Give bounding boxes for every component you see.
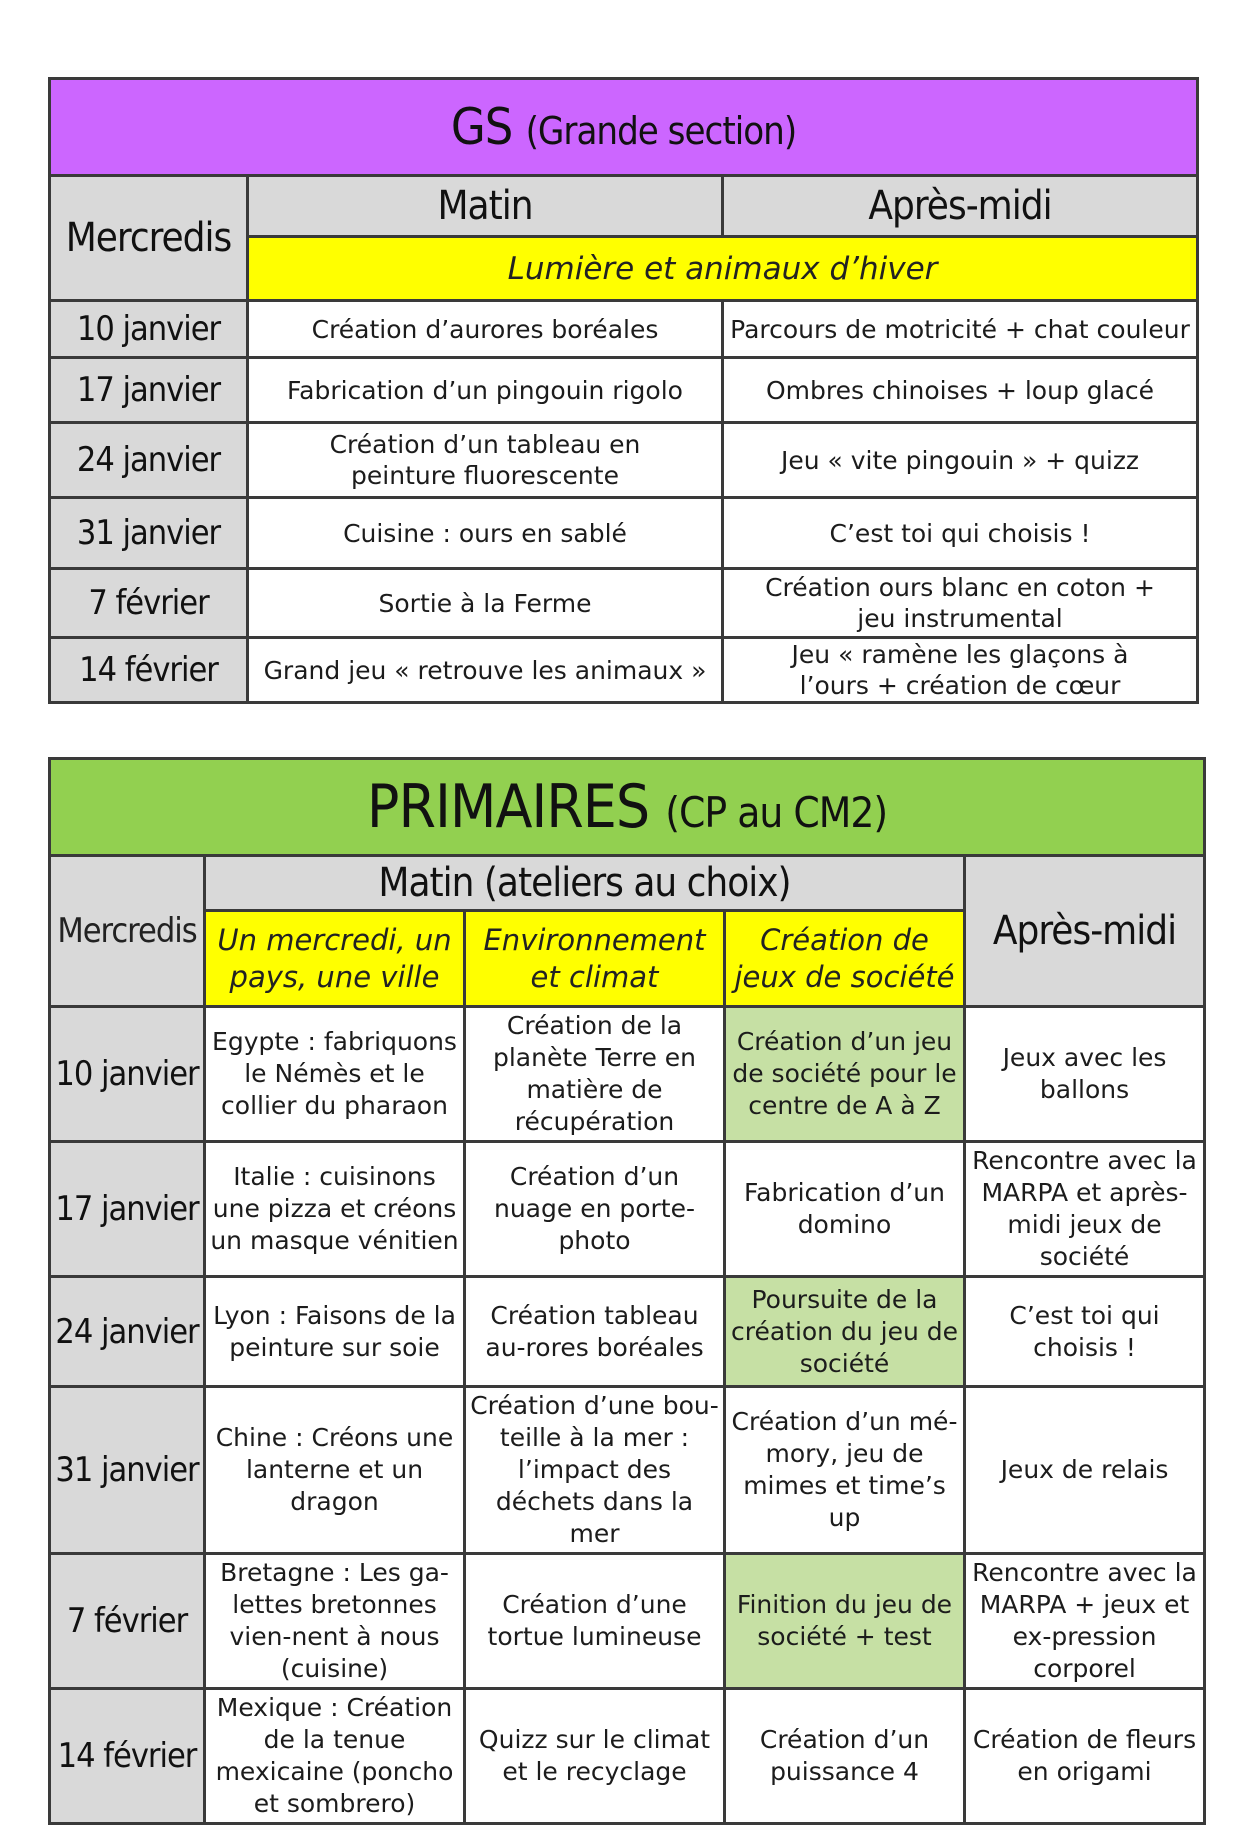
atelier-cell: Bretagne : Les ga-lettes bretonnes vien-nent à nous (cuisine) bbox=[205, 1554, 465, 1689]
gs-matin-cell: Grand jeu « retrouve les animaux » bbox=[248, 638, 723, 703]
atelier-cell: Italie : cuisinons une pizza et créons un masque vénitien bbox=[205, 1142, 465, 1277]
atelier-cell: Finition du jeu de société + test bbox=[725, 1554, 965, 1689]
gs-day-header: Mercredis bbox=[50, 176, 248, 301]
gs-aprem-cell: C’est toi qui choisis ! bbox=[723, 498, 1198, 569]
atelier-cell: Création d’un mé-mory, jeu de mimes et time’s up bbox=[725, 1387, 965, 1554]
primaires-date: 14 février bbox=[50, 1689, 205, 1824]
atelier-header: Un mercredi, un pays, une ville bbox=[205, 911, 465, 1007]
atelier-cell: Egypte : fabriquons le Némès et le collier du pharaon bbox=[205, 1007, 465, 1142]
gs-matin-cell: Création d’aurores boréales bbox=[248, 301, 723, 358]
gs-aprem-cell: Jeu « vite pingouin » + quizz bbox=[723, 423, 1198, 498]
aprem-cell: Jeux de relais bbox=[965, 1387, 1205, 1554]
primaires-day-header: Mercredis bbox=[50, 856, 205, 1007]
aprem-cell: Création de fleurs en origami bbox=[965, 1689, 1205, 1824]
aprem-cell: Rencontre avec la MARPA + jeux et ex-pression corporel bbox=[965, 1554, 1205, 1689]
primaires-matin-header: Matin (ateliers au choix) bbox=[205, 856, 965, 911]
primaires-aprem-header: Après-midi bbox=[965, 856, 1205, 1007]
gs-aprem-cell: Jeu « ramène les glaçons à l’ours + création de cœur bbox=[723, 638, 1198, 703]
gs-theme: Lumière et animaux d’hiver bbox=[248, 237, 1198, 301]
gs-aprem-header: Après-midi bbox=[723, 176, 1198, 237]
gs-matin-cell: Fabrication d’un pingouin rigolo bbox=[248, 358, 723, 423]
gs-title bbox=[50, 79, 1198, 176]
atelier-cell: Mexique : Création de la tenue mexicaine (poncho et sombrero) bbox=[205, 1689, 465, 1824]
atelier-cell: Création tableau au-rores boréales bbox=[465, 1277, 725, 1387]
gs-date: 24 janvier bbox=[50, 423, 248, 498]
gs-schedule-table bbox=[48, 77, 1199, 704]
atelier-cell: Création d’un jeu de société pour le centre de A à Z bbox=[725, 1007, 965, 1142]
gs-matin-header: Matin bbox=[248, 176, 723, 237]
atelier-cell: Fabrication d’un domino bbox=[725, 1142, 965, 1277]
gs-title-sub: (Grande section) bbox=[525, 109, 797, 153]
primaires-date: 31 janvier bbox=[50, 1387, 205, 1554]
gs-matin-cell: Création d’un tableau en peinture fluorescente bbox=[248, 423, 723, 498]
gs-aprem-cell: Ombres chinoises + loup glacé bbox=[723, 358, 1198, 423]
gs-date: 31 janvier bbox=[50, 498, 248, 569]
primaires-schedule-table bbox=[48, 757, 1206, 1825]
gs-date: 17 janvier bbox=[50, 358, 248, 423]
primaires-title-main: PRIMAIRES bbox=[366, 772, 650, 842]
atelier-cell: Création de la planète Terre en matière de récupération bbox=[465, 1007, 725, 1142]
gs-matin-cell: Cuisine : ours en sablé bbox=[248, 498, 723, 569]
primaires-title-sub: (CP au CM2) bbox=[665, 788, 888, 837]
gs-date: 7 février bbox=[50, 569, 248, 638]
primaires-date: 24 janvier bbox=[50, 1277, 205, 1387]
gs-date: 10 janvier bbox=[50, 301, 248, 358]
aprem-cell: Rencontre avec la MARPA et après-midi jeux de société bbox=[965, 1142, 1205, 1277]
gs-aprem-cell: Création ours blanc en coton + jeu instrumental bbox=[723, 569, 1198, 638]
gs-matin-cell: Sortie à la Ferme bbox=[248, 569, 723, 638]
primaires-title bbox=[50, 759, 1205, 856]
aprem-cell: C’est toi qui choisis ! bbox=[965, 1277, 1205, 1387]
atelier-cell: Quizz sur le climat et le recyclage bbox=[465, 1689, 725, 1824]
primaires-date: 7 février bbox=[50, 1554, 205, 1689]
gs-aprem-cell: Parcours de motricité + chat couleur bbox=[723, 301, 1198, 358]
atelier-header: Création de jeux de société bbox=[725, 911, 965, 1007]
atelier-cell: Chine : Créons une lanterne et un dragon bbox=[205, 1387, 465, 1554]
atelier-cell: Lyon : Faisons de la peinture sur soie bbox=[205, 1277, 465, 1387]
gs-title-main: GS bbox=[450, 98, 513, 156]
aprem-cell: Jeux avec les ballons bbox=[965, 1007, 1205, 1142]
atelier-cell: Création d’une bou-teille à la mer : l’impact des déchets dans la mer bbox=[465, 1387, 725, 1554]
atelier-cell: Poursuite de la création du jeu de société bbox=[725, 1277, 965, 1387]
primaires-date: 10 janvier bbox=[50, 1007, 205, 1142]
atelier-header: Environnement et climat bbox=[465, 911, 725, 1007]
atelier-cell: Création d’un nuage en porte-photo bbox=[465, 1142, 725, 1277]
gs-date: 14 février bbox=[50, 638, 248, 703]
atelier-cell: Création d’un puissance 4 bbox=[725, 1689, 965, 1824]
primaires-date: 17 janvier bbox=[50, 1142, 205, 1277]
atelier-cell: Création d’une tortue lumineuse bbox=[465, 1554, 725, 1689]
